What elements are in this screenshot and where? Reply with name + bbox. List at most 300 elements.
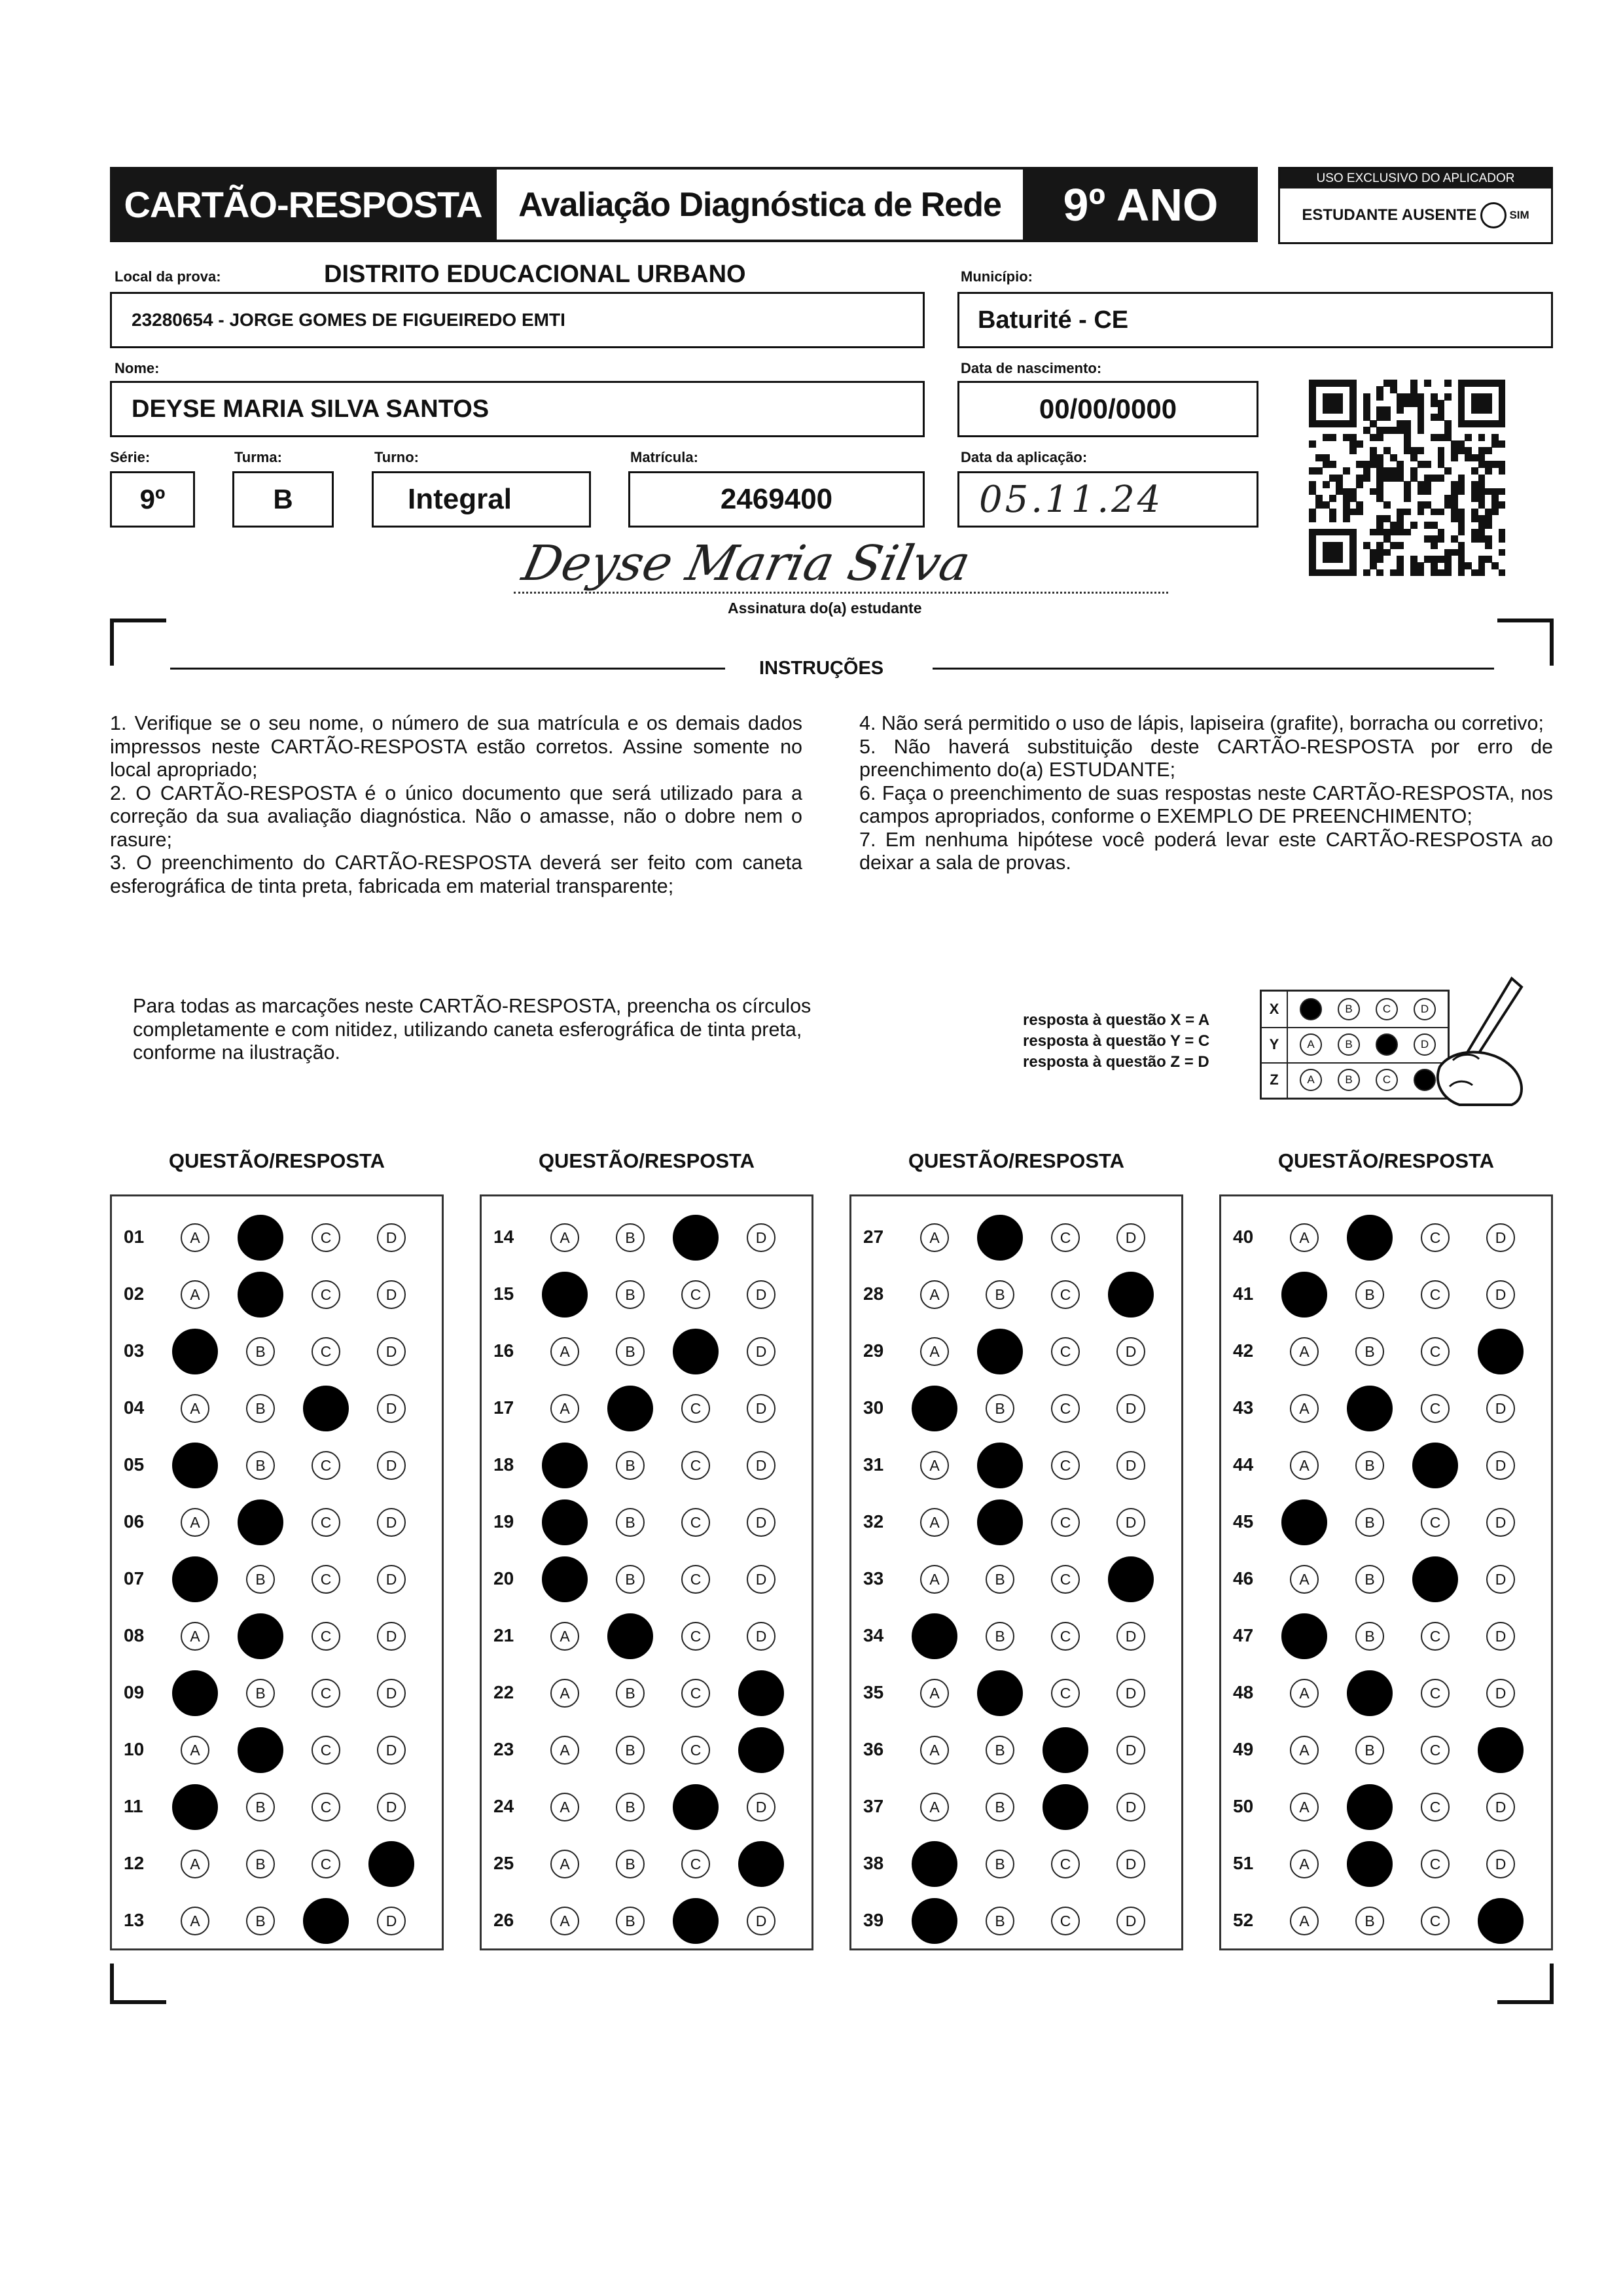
- answer-bubble-c[interactable]: [1051, 1280, 1080, 1309]
- bubble-letter: D: [385, 1285, 397, 1303]
- answer-bubble-d[interactable]: [1116, 1793, 1145, 1821]
- answer-bubble-c[interactable]: [681, 1394, 710, 1423]
- answer-bubble-c[interactable]: [1421, 1280, 1450, 1309]
- answer-bubble-d[interactable]: [1486, 1508, 1515, 1537]
- question-number: 10: [124, 1739, 145, 1759]
- qr-module: [1431, 562, 1438, 569]
- question-number: 46: [1233, 1568, 1254, 1588]
- answer-bubble-d[interactable]: [1478, 1727, 1524, 1773]
- answer-bubble-a[interactable]: [181, 1850, 209, 1878]
- answer-bubble-c[interactable]: [1421, 1907, 1450, 1935]
- answer-bubble-d[interactable]: [747, 1622, 776, 1651]
- answer-bubble-d[interactable]: [368, 1841, 414, 1887]
- answer-bubble-a[interactable]: [912, 1898, 957, 1944]
- answer-bubble-a[interactable]: [542, 1272, 588, 1318]
- answer-bubble-d[interactable]: [1486, 1679, 1515, 1708]
- bubble-letter: A: [560, 1229, 570, 1246]
- answer-bubble-d[interactable]: [1486, 1622, 1515, 1651]
- answer-bubble-b[interactable]: [986, 1907, 1014, 1935]
- qr-module: [1376, 467, 1383, 475]
- absent-checkbox[interactable]: [1480, 202, 1507, 228]
- qr-module: [1458, 400, 1465, 407]
- qr-module: [1323, 549, 1330, 556]
- answer-bubble-a[interactable]: [1290, 1451, 1319, 1480]
- answer-bubble-a[interactable]: [1290, 1394, 1319, 1423]
- answer-bubble-a[interactable]: [1290, 1793, 1319, 1821]
- answer-bubble-a[interactable]: [542, 1556, 588, 1602]
- answer-bubble-c[interactable]: [1051, 1451, 1080, 1480]
- qr-module: [1499, 467, 1506, 475]
- qr-module: [1431, 434, 1438, 441]
- qr-module: [1383, 406, 1391, 414]
- question-number: 14: [493, 1227, 514, 1247]
- question-number: 07: [124, 1568, 145, 1588]
- bubble-letter: C: [1060, 1513, 1071, 1531]
- answer-bubble-d[interactable]: [747, 1565, 776, 1594]
- answer-bubble-b[interactable]: [616, 1793, 645, 1821]
- answer-bubble-c[interactable]: [303, 1386, 349, 1431]
- answer-bubble-c[interactable]: [1043, 1784, 1088, 1830]
- answer-bubble-b[interactable]: [1347, 1784, 1393, 1830]
- question-row: [112, 1901, 442, 1940]
- qr-module: [1499, 400, 1506, 407]
- answer-bubble-a[interactable]: [181, 1394, 209, 1423]
- bubble-letter: B: [255, 1855, 266, 1873]
- qr-module: [1465, 454, 1472, 461]
- qr-module: [1383, 380, 1391, 387]
- answer-bubble-b[interactable]: [1347, 1841, 1393, 1887]
- answer-bubble-b[interactable]: [238, 1499, 283, 1545]
- answer-bubble-c[interactable]: [312, 1622, 340, 1651]
- qr-module: [1418, 562, 1425, 569]
- qr-module: [1397, 515, 1404, 522]
- answer-bubble-b[interactable]: [238, 1613, 283, 1659]
- answer-bubble-c[interactable]: [312, 1337, 340, 1366]
- question-row: [1221, 1559, 1551, 1598]
- answer-bubble-a[interactable]: [172, 1670, 218, 1716]
- answer-bubble-c[interactable]: [312, 1565, 340, 1594]
- answer-bubble-a[interactable]: [181, 1223, 209, 1252]
- answer-bubble-d[interactable]: [1478, 1329, 1524, 1374]
- question-number: 33: [863, 1568, 884, 1588]
- answer-bubble-b[interactable]: [986, 1565, 1014, 1594]
- answer-bubble-a[interactable]: [550, 1223, 579, 1252]
- answer-bubble-b[interactable]: [1355, 1451, 1384, 1480]
- answer-bubble-b[interactable]: [1355, 1736, 1384, 1765]
- answer-bubble-d[interactable]: [747, 1223, 776, 1252]
- answer-bubble-c[interactable]: [681, 1508, 710, 1537]
- answer-bubble-a[interactable]: [1290, 1679, 1319, 1708]
- answer-bubble-b[interactable]: [977, 1670, 1023, 1716]
- turno-field: [372, 471, 591, 528]
- answer-bubble-d[interactable]: [738, 1670, 784, 1716]
- qr-module: [1458, 475, 1465, 482]
- answer-bubble-c[interactable]: [1051, 1622, 1080, 1651]
- qr-module: [1491, 420, 1499, 427]
- answer-bubble-c[interactable]: [681, 1622, 710, 1651]
- answer-bubble-a[interactable]: [172, 1329, 218, 1374]
- qr-module: [1431, 475, 1438, 482]
- answer-bubble-c[interactable]: [312, 1223, 340, 1252]
- qr-module: [1431, 535, 1438, 543]
- example-text: Para todas as marcações neste CARTÃO-RESPOSTA, preencha os círculos completamente e com nitidez, utilizando caneta esferográfica de tinta preta, conforme na ilustração.: [133, 995, 812, 1064]
- absent-row: [1280, 188, 1551, 242]
- answer-bubble-b[interactable]: [1347, 1670, 1393, 1716]
- answer-bubble-a[interactable]: [920, 1280, 949, 1309]
- answer-bubble-d[interactable]: [377, 1622, 406, 1651]
- answer-bubble-c[interactable]: [1421, 1736, 1450, 1765]
- answer-bubble-d[interactable]: [377, 1394, 406, 1423]
- answer-bubble-b[interactable]: [246, 1679, 275, 1708]
- aplicacao-field[interactable]: [957, 471, 1258, 528]
- qr-module: [1478, 535, 1486, 543]
- answer-bubble-b[interactable]: [1355, 1565, 1384, 1594]
- answer-bubble-c[interactable]: [1421, 1337, 1450, 1366]
- qr-module: [1444, 501, 1452, 509]
- qr-module: [1491, 380, 1499, 387]
- answer-bubble-a[interactable]: [912, 1386, 957, 1431]
- qr-module: [1458, 488, 1465, 495]
- answer-bubble-b[interactable]: [616, 1451, 645, 1480]
- qr-module: [1485, 467, 1492, 475]
- answer-bubble-c[interactable]: [1051, 1565, 1080, 1594]
- answer-bubble-a[interactable]: [550, 1394, 579, 1423]
- answer-bubble-c[interactable]: [1051, 1394, 1080, 1423]
- qr-module: [1499, 393, 1506, 401]
- answer-bubble-b[interactable]: [616, 1850, 645, 1878]
- qr-module: [1438, 535, 1445, 543]
- qr-module: [1438, 475, 1445, 482]
- answer-bubble-b[interactable]: [1355, 1508, 1384, 1537]
- answer-bubble-d[interactable]: [1116, 1850, 1145, 1878]
- answer-bubble-a[interactable]: [920, 1223, 949, 1252]
- answer-bubble-c[interactable]: [1051, 1679, 1080, 1708]
- question-number: 05: [124, 1454, 145, 1475]
- answer-bubble-b[interactable]: [616, 1565, 645, 1594]
- answer-bubble-a[interactable]: [920, 1451, 949, 1480]
- answer-bubble-a[interactable]: [1290, 1565, 1319, 1594]
- bubble-letter: D: [1125, 1513, 1137, 1531]
- answer-bubble-b[interactable]: [616, 1907, 645, 1935]
- qr-module: [1349, 529, 1357, 536]
- qr-module: [1336, 481, 1343, 488]
- qr-module: [1424, 475, 1431, 482]
- answer-bubble-c[interactable]: [681, 1280, 710, 1309]
- qr-module: [1309, 380, 1316, 387]
- answer-bubble-b[interactable]: [986, 1394, 1014, 1423]
- answer-bubble-b[interactable]: [246, 1451, 275, 1480]
- qr-module: [1323, 481, 1330, 488]
- answer-bubble-d[interactable]: [1486, 1850, 1515, 1878]
- answer-bubble-a[interactable]: [550, 1736, 579, 1765]
- example-bubble: D: [1414, 998, 1436, 1020]
- question-row: [851, 1217, 1181, 1257]
- answer-bubble-d[interactable]: [377, 1508, 406, 1537]
- answer-bubble-b[interactable]: [238, 1727, 283, 1773]
- absent-label: ESTUDANTE AUSENTE: [1302, 206, 1477, 224]
- answer-bubble-b[interactable]: [1347, 1386, 1393, 1431]
- answer-bubble-c[interactable]: [1051, 1508, 1080, 1537]
- question-row: [112, 1331, 442, 1371]
- answer-bubble-b[interactable]: [246, 1793, 275, 1821]
- answer-bubble-a[interactable]: [181, 1736, 209, 1765]
- qr-module: [1323, 434, 1330, 441]
- answer-bubble-d[interactable]: [747, 1394, 776, 1423]
- answer-bubble-c[interactable]: [1421, 1793, 1450, 1821]
- qr-module: [1349, 562, 1357, 569]
- answer-bubble-a[interactable]: [181, 1508, 209, 1537]
- qr-module: [1444, 434, 1452, 441]
- answer-bubble-c[interactable]: [303, 1898, 349, 1944]
- answer-bubble-b[interactable]: [616, 1223, 645, 1252]
- answer-bubble-a[interactable]: [550, 1850, 579, 1878]
- answer-bubble-c[interactable]: [312, 1793, 340, 1821]
- answer-bubble-c[interactable]: [312, 1508, 340, 1537]
- answer-bubble-c[interactable]: [1421, 1850, 1450, 1878]
- answer-bubble-c[interactable]: [1412, 1556, 1458, 1602]
- answer-bubble-b[interactable]: [607, 1613, 653, 1659]
- answer-bubble-d[interactable]: [1108, 1272, 1154, 1318]
- answer-bubble-c[interactable]: [312, 1850, 340, 1878]
- answer-bubble-b[interactable]: [986, 1850, 1014, 1878]
- answer-bubble-c[interactable]: [1051, 1337, 1080, 1366]
- answer-bubble-b[interactable]: [616, 1508, 645, 1537]
- answer-bubble-a[interactable]: [550, 1679, 579, 1708]
- qr-module: [1444, 549, 1452, 556]
- bubble-letter: B: [995, 1798, 1005, 1816]
- answer-bubble-d[interactable]: [747, 1451, 776, 1480]
- qr-module: [1418, 393, 1425, 401]
- answer-bubble-d[interactable]: [1116, 1508, 1145, 1537]
- answer-bubble-d[interactable]: [1116, 1679, 1145, 1708]
- answer-bubble-c[interactable]: [1421, 1394, 1450, 1423]
- answer-bubble-c[interactable]: [673, 1898, 719, 1944]
- answer-bubble-c[interactable]: [1421, 1622, 1450, 1651]
- answer-bubble-c[interactable]: [681, 1736, 710, 1765]
- answer-bubble-b[interactable]: [977, 1329, 1023, 1374]
- bubble-letter: B: [625, 1342, 635, 1360]
- answer-bubble-a[interactable]: [1281, 1613, 1327, 1659]
- answer-bubble-b[interactable]: [238, 1272, 283, 1318]
- answer-bubble-a[interactable]: [181, 1907, 209, 1935]
- answer-bubble-a[interactable]: [1290, 1850, 1319, 1878]
- answer-bubble-d[interactable]: [1486, 1565, 1515, 1594]
- answer-bubble-b[interactable]: [986, 1280, 1014, 1309]
- answer-bubble-a[interactable]: [920, 1508, 949, 1537]
- answer-bubble-d[interactable]: [377, 1736, 406, 1765]
- answer-bubble-b[interactable]: [616, 1679, 645, 1708]
- answer-bubble-a[interactable]: [1281, 1272, 1327, 1318]
- answer-bubble-b[interactable]: [246, 1394, 275, 1423]
- bubble-letter: C: [1060, 1912, 1071, 1929]
- answer-bubble-b[interactable]: [238, 1215, 283, 1261]
- question-number: 42: [1233, 1340, 1254, 1361]
- bubble-letter: A: [190, 1741, 200, 1759]
- answer-bubble-b[interactable]: [986, 1793, 1014, 1821]
- qr-module: [1323, 420, 1330, 427]
- answer-bubble-a[interactable]: [920, 1793, 949, 1821]
- answer-bubble-d[interactable]: [377, 1565, 406, 1594]
- signature-line: [514, 592, 1168, 594]
- corner-mark-bottom-left: [110, 1964, 166, 2004]
- answer-bubble-c[interactable]: [312, 1280, 340, 1309]
- answer-bubble-c[interactable]: [312, 1736, 340, 1765]
- answer-bubble-a[interactable]: [550, 1337, 579, 1366]
- answer-bubble-d[interactable]: [1116, 1736, 1145, 1765]
- bubble-letter: D: [1495, 1285, 1507, 1303]
- answer-bubble-b[interactable]: [246, 1907, 275, 1935]
- answer-bubble-b[interactable]: [1355, 1280, 1384, 1309]
- qr-module: [1329, 495, 1336, 502]
- qr-module: [1363, 467, 1370, 475]
- answer-bubble-d[interactable]: [377, 1280, 406, 1309]
- answer-bubble-d[interactable]: [1486, 1451, 1515, 1480]
- answer-bubble-a[interactable]: [181, 1622, 209, 1651]
- answer-bubble-a[interactable]: [920, 1736, 949, 1765]
- answer-bubble-d[interactable]: [747, 1280, 776, 1309]
- answer-bubble-c[interactable]: [673, 1215, 719, 1261]
- answer-bubble-b[interactable]: [977, 1215, 1023, 1261]
- answer-bubble-c[interactable]: [1412, 1443, 1458, 1488]
- qr-module: [1418, 406, 1425, 414]
- answer-bubble-a[interactable]: [912, 1613, 957, 1659]
- question-number: 19: [493, 1511, 514, 1532]
- answer-bubble-b[interactable]: [1355, 1622, 1384, 1651]
- question-row: [1221, 1445, 1551, 1484]
- answer-bubble-b[interactable]: [616, 1736, 645, 1765]
- answer-bubble-a[interactable]: [181, 1280, 209, 1309]
- answer-bubble-d[interactable]: [377, 1223, 406, 1252]
- bubble-letter: D: [385, 1229, 397, 1246]
- answer-bubble-c[interactable]: [1421, 1679, 1450, 1708]
- answer-bubble-b[interactable]: [1355, 1907, 1384, 1935]
- answer-bubble-a[interactable]: [172, 1784, 218, 1830]
- answer-bubble-c[interactable]: [312, 1679, 340, 1708]
- answer-bubble-b[interactable]: [246, 1337, 275, 1366]
- qr-module: [1485, 447, 1492, 454]
- qr-module: [1376, 488, 1383, 495]
- answer-bubble-d[interactable]: [1116, 1907, 1145, 1935]
- qr-module: [1363, 542, 1370, 549]
- answer-bubble-c[interactable]: [1421, 1508, 1450, 1537]
- answer-bubble-d[interactable]: [1486, 1280, 1515, 1309]
- answer-bubble-b[interactable]: [616, 1280, 645, 1309]
- answer-bubble-c[interactable]: [673, 1329, 719, 1374]
- qr-module: [1383, 529, 1391, 536]
- answer-bubble-d[interactable]: [747, 1907, 776, 1935]
- qr-module: [1418, 414, 1425, 421]
- answer-bubble-a[interactable]: [172, 1443, 218, 1488]
- answer-bubble-d[interactable]: [1116, 1337, 1145, 1366]
- answer-bubble-d[interactable]: [1116, 1451, 1145, 1480]
- answer-bubble-b[interactable]: [246, 1565, 275, 1594]
- answer-bubble-a[interactable]: [550, 1907, 579, 1935]
- answer-bubble-c[interactable]: [1421, 1223, 1450, 1252]
- answer-bubble-a[interactable]: [920, 1679, 949, 1708]
- answer-bubble-d[interactable]: [747, 1337, 776, 1366]
- answer-bubble-c[interactable]: [1051, 1907, 1080, 1935]
- answer-bubble-d[interactable]: [738, 1727, 784, 1773]
- qr-module: [1309, 562, 1316, 569]
- answer-bubble-a[interactable]: [912, 1841, 957, 1887]
- answer-bubble-d[interactable]: [377, 1337, 406, 1366]
- answer-bubble-d[interactable]: [377, 1907, 406, 1935]
- answer-bubble-c[interactable]: [681, 1850, 710, 1878]
- bubble-letter: C: [1060, 1684, 1071, 1702]
- question-row: [1221, 1274, 1551, 1314]
- bubble-letter: D: [1495, 1229, 1507, 1246]
- answer-bubble-a[interactable]: [1281, 1499, 1327, 1545]
- answer-bubble-c[interactable]: [1043, 1727, 1088, 1773]
- answer-bubble-a[interactable]: [1290, 1223, 1319, 1252]
- answer-bubble-c[interactable]: [681, 1451, 710, 1480]
- answer-bubble-d[interactable]: [1116, 1223, 1145, 1252]
- answer-bubble-a[interactable]: [920, 1337, 949, 1366]
- answer-bubble-d[interactable]: [377, 1679, 406, 1708]
- answer-bubble-b[interactable]: [246, 1850, 275, 1878]
- qr-module: [1451, 501, 1458, 509]
- answer-bubble-c[interactable]: [681, 1565, 710, 1594]
- answer-bubble-b[interactable]: [1347, 1215, 1393, 1261]
- answer-bubble-a[interactable]: [550, 1622, 579, 1651]
- qr-module: [1397, 542, 1404, 549]
- answer-bubble-d[interactable]: [747, 1508, 776, 1537]
- answer-bubble-c[interactable]: [673, 1784, 719, 1830]
- answer-bubble-a[interactable]: [542, 1443, 588, 1488]
- answer-bubble-d[interactable]: [1486, 1223, 1515, 1252]
- answer-bubble-b[interactable]: [616, 1337, 645, 1366]
- qr-module: [1376, 454, 1383, 461]
- qr-module: [1363, 475, 1370, 482]
- qr-module: [1499, 461, 1506, 468]
- answer-bubble-b[interactable]: [986, 1736, 1014, 1765]
- answer-bubble-d[interactable]: [1486, 1793, 1515, 1821]
- answer-bubble-a[interactable]: [550, 1793, 579, 1821]
- answer-bubble-d[interactable]: [738, 1841, 784, 1887]
- answer-bubble-d[interactable]: [377, 1451, 406, 1480]
- answer-bubble-d[interactable]: [1116, 1622, 1145, 1651]
- answer-bubble-d[interactable]: [747, 1793, 776, 1821]
- answer-bubble-a[interactable]: [1290, 1736, 1319, 1765]
- answer-bubble-c[interactable]: [681, 1679, 710, 1708]
- bubble-letter: A: [1299, 1741, 1310, 1759]
- qr-module: [1383, 414, 1391, 421]
- answer-bubble-a[interactable]: [172, 1556, 218, 1602]
- answer-bubble-b[interactable]: [986, 1622, 1014, 1651]
- qr-module: [1491, 501, 1499, 509]
- answer-bubble-b[interactable]: [1355, 1337, 1384, 1366]
- answer-bubble-c[interactable]: [312, 1451, 340, 1480]
- answer-bubble-d[interactable]: [1108, 1556, 1154, 1602]
- answer-bubble-d[interactable]: [1486, 1394, 1515, 1423]
- answer-bubble-b[interactable]: [607, 1386, 653, 1431]
- answer-bubble-c[interactable]: [1051, 1223, 1080, 1252]
- answer-bubble-d[interactable]: [377, 1793, 406, 1821]
- answer-bubble-a[interactable]: [1290, 1907, 1319, 1935]
- answer-bubble-b[interactable]: [977, 1443, 1023, 1488]
- answer-bubble-c[interactable]: [1051, 1850, 1080, 1878]
- qr-module: [1438, 556, 1445, 563]
- answer-bubble-a[interactable]: [920, 1565, 949, 1594]
- answer-bubble-a[interactable]: [542, 1499, 588, 1545]
- answer-bubble-d[interactable]: [1116, 1394, 1145, 1423]
- answer-bubble-a[interactable]: [1290, 1337, 1319, 1366]
- qr-module: [1438, 569, 1445, 577]
- qr-module: [1383, 467, 1391, 475]
- qr-module: [1410, 475, 1418, 482]
- answer-bubble-d[interactable]: [1478, 1898, 1524, 1944]
- answer-bubble-b[interactable]: [977, 1499, 1023, 1545]
